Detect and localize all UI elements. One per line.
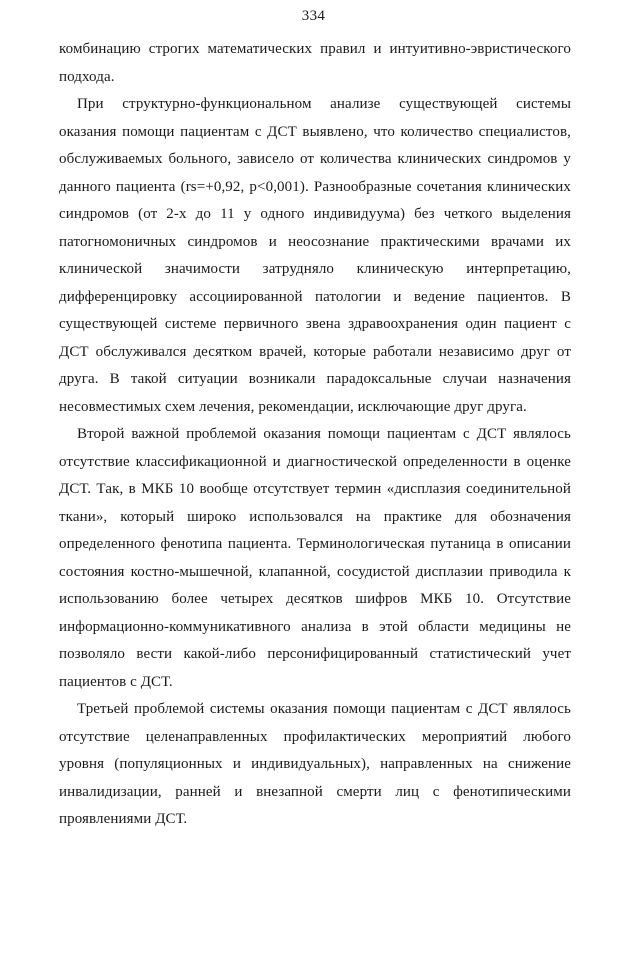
paragraph-third-problem: Третьей проблемой системы оказания помощи пациентам с ДСТ являлось отсутствие целенаправленных профилактических мероприятий любого уровня (популяционных и индивидуальных), направленных на снижение инвалидизации, ранней и внезапной смерти лиц с фенотипическими проявлениями ДСТ. xyxy=(59,701,571,827)
page-number: 334 xyxy=(301,8,326,24)
paragraph-second-problem: Второй важной проблемой оказания помощи пациентам с ДСТ являлось отсутствие классификационной и диагностической определенности в оценке ДСТ. Так, в МКБ 10 вообще отсутствует термин «дисплазия соединительной ткани», который широко использовался на практике для обозначения определенного фенотипа пациента. Терминологическая путаница в описании состояния костно-мышечной, клапанной, сосудистой дисплазии приводила к использованию более четырех десятков шифров МКБ 10. Отсутствие информационно-коммуникативного анализа в этой области медицины не позволяло вести какой-либо персонифицированный статистический учет пациентов с ДСТ. xyxy=(59,426,571,690)
paragraph-continuation: комбинацию строгих математических правил и интуитивно-эвристического подхода. xyxy=(59,41,571,85)
paragraph-structural-analysis: При структурно-функциональном анализе существующей системы оказания помощи пациентам с ДСТ выявлено, что количество специалистов, обслуживаемых больного, зависело от количества клинических синдромов у данного пациента (rs=+0,92, p<0,001). Разнообразные сочетания клинических синдромов (от 2-х до 11 у одного индивидуума) без четкого выделения патогномоничных синдромов и неосознание практическими врачами их клинической значимости затрудняло клиническую интерпретацию, дифференцировку ассоциированной патологии и ведение пациентов. В существующей системе первичного звена здравоохранения один пациент с ДСТ обслуживался десятком врачей, которые работали независимо друг от друга. В такой ситуации возникали парадоксальные случаи назначения несовместимых схем лечения, рекомендации, исключающие друг друга. xyxy=(59,96,571,415)
body-text xyxy=(59,36,571,834)
